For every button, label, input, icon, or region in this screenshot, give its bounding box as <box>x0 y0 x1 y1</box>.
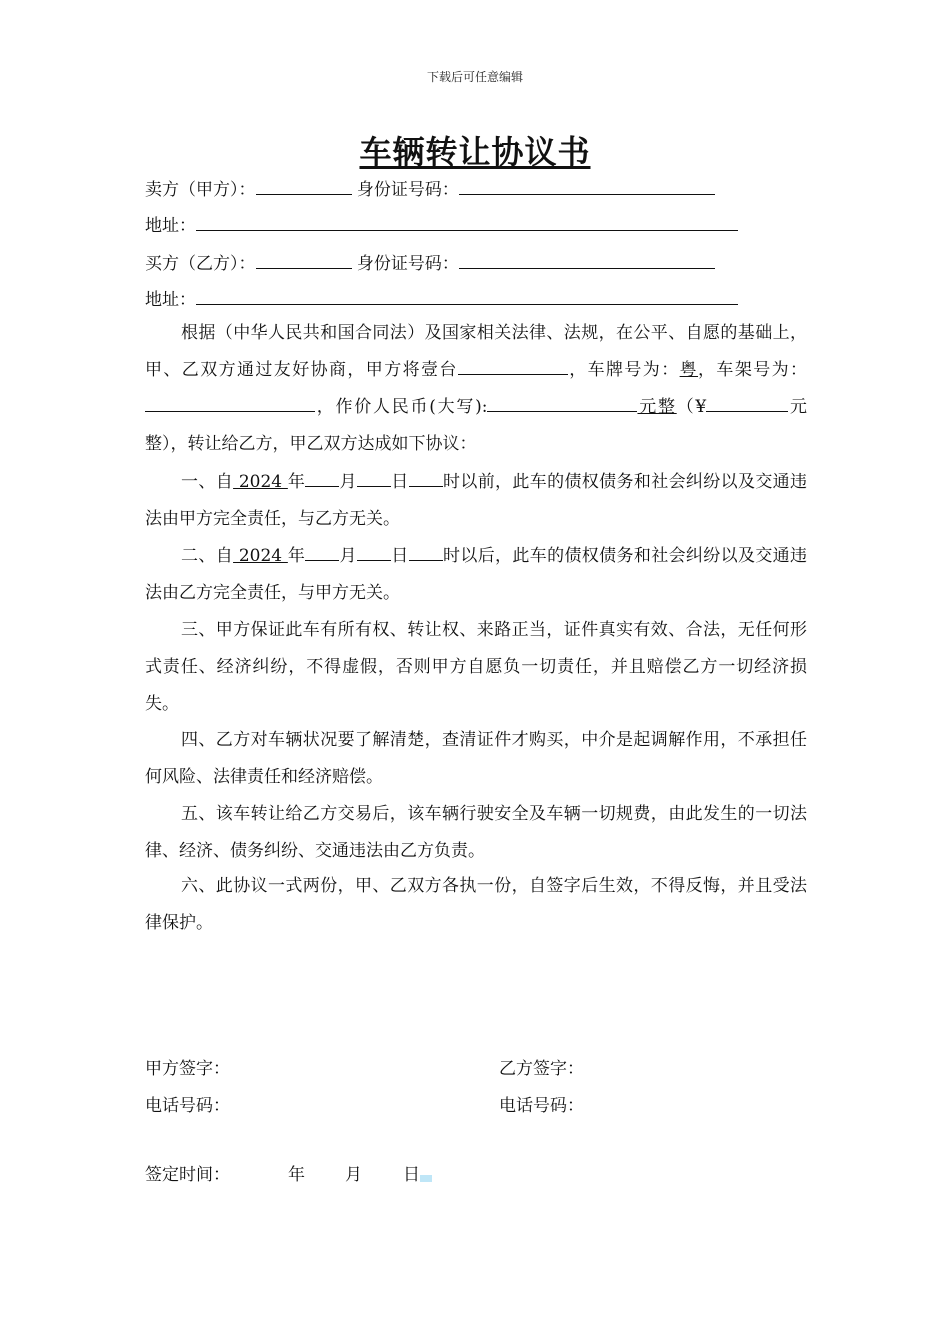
buyer-name-blank[interactable] <box>256 250 352 269</box>
seller-address-label: 地址： <box>145 216 196 236</box>
clause-2-text: 时以后，此车的债权债务和社会纠纷以及交通违法由乙方完全责任，与甲方无关。 <box>145 546 808 603</box>
clause-1-month-label: 月 <box>339 472 357 492</box>
buyer-line <box>145 250 715 276</box>
clause-1-day-blank[interactable] <box>357 468 391 487</box>
clause-2-month-blank[interactable] <box>305 542 339 561</box>
buyer-label: 买方（乙方）： <box>145 254 256 274</box>
clause-2-day-blank[interactable] <box>357 542 391 561</box>
clause-1-prefix: 一、自 <box>181 472 234 492</box>
document-title: 车辆转让协议书 <box>359 133 591 171</box>
clause-2 <box>145 538 807 612</box>
vehicle-blank[interactable] <box>458 356 568 375</box>
seller-line <box>145 176 715 202</box>
clause-1 <box>145 464 807 538</box>
clause-2-year[interactable]: 2024 <box>233 546 288 566</box>
signing-day[interactable] <box>403 1163 432 1187</box>
clause-3: 三、甲方保证此车有所有权、转让权、来路正当，证件真实有效、合法，无任何形式责任、经济纠纷，不得虚假，否则甲方自愿负一切责任，并且赔偿乙方一切经济损失。 <box>145 620 807 714</box>
clause-1-year-label: 年 <box>287 472 306 492</box>
party-b-signature[interactable]: 乙方签字： <box>499 1059 584 1079</box>
plate-prefix[interactable]: 粤 <box>679 360 699 380</box>
clause-1-month-blank[interactable] <box>305 468 339 487</box>
intro-text-7: 元整），转让给乙方，甲乙双方达成如下协议： <box>145 397 807 454</box>
clause-1-day-label: 日 <box>390 472 409 492</box>
text-cursor-highlight <box>420 1175 432 1182</box>
buyer-address-label: 地址： <box>145 290 196 310</box>
price-number-blank[interactable] <box>706 393 788 412</box>
clause-2-month-label: 月 <box>339 546 357 566</box>
buyer-id-label: 身份证号码： <box>356 254 459 274</box>
clause-2-year-label: 年 <box>287 546 306 566</box>
clause-1-text: 时以前，此车的债权债务和社会纠纷以及交通违法由甲方完全责任，与乙方无关。 <box>145 472 808 529</box>
party-b-phone[interactable]: 电话号码： <box>499 1096 584 1116</box>
intro-text-1: 根据（中华人民共和国合同法）及国家相关法律、法规，在公平、自愿的基础上，甲、乙双方通过友好协商，甲方将壹台 <box>145 323 807 380</box>
party-a-signature[interactable]: 甲方签字： <box>145 1059 230 1079</box>
clause-1-hour-blank[interactable] <box>409 468 443 487</box>
intro-text-2: ，车牌号为： <box>567 360 680 380</box>
seller-id-label: 身份证号码： <box>356 180 459 200</box>
intro-paragraph <box>145 315 807 463</box>
clause-2-hour-blank[interactable] <box>409 542 443 561</box>
buyer-id-blank[interactable] <box>459 250 715 269</box>
seller-address-line <box>145 212 738 238</box>
vin-blank[interactable] <box>145 393 315 412</box>
intro-text-5: 元整 <box>637 397 677 417</box>
intro-text-6: （¥ <box>676 397 707 417</box>
clause-2-day-label: 日 <box>390 546 409 566</box>
signing-year[interactable]: 年 <box>288 1165 305 1185</box>
seller-id-blank[interactable] <box>459 176 715 195</box>
clause-5: 五、该车转让给乙方交易后，该车辆行驶安全及车辆一切规费，由此发生的一切法律、经济、债务纠纷、交通违法由乙方负责。 <box>145 804 807 861</box>
header-note: 下载后可任意编辑 <box>426 70 523 84</box>
clause-4: 四、乙方对车辆状况要了解清楚，查清证件才购买，中介是起调解作用，不承担任何风险、法律责任和经济赔偿。 <box>145 730 807 787</box>
buyer-address-line <box>145 286 738 312</box>
clause-1-year[interactable]: 2024 <box>233 472 288 492</box>
buyer-address-blank[interactable] <box>196 286 738 305</box>
signing-day-label: 日 <box>403 1165 420 1185</box>
signing-month[interactable]: 月 <box>345 1165 362 1185</box>
signing-date-label: 签定时间： <box>145 1165 230 1185</box>
price-words-blank[interactable] <box>487 393 637 412</box>
intro-text-3: ，车架号为： <box>698 360 808 380</box>
seller-name-blank[interactable] <box>256 176 352 195</box>
seller-address-blank[interactable] <box>196 212 738 231</box>
seller-label: 卖方（甲方）： <box>145 180 256 200</box>
intro-text-4: ，作价人民币(大写): <box>315 397 488 417</box>
clause-2-prefix: 二、自 <box>181 546 234 566</box>
clause-6: 六、此协议一式两份，甲、乙双方各执一份，自签字后生效，不得反悔，并且受法律保护。 <box>145 876 807 933</box>
party-a-phone[interactable]: 电话号码： <box>145 1096 230 1116</box>
